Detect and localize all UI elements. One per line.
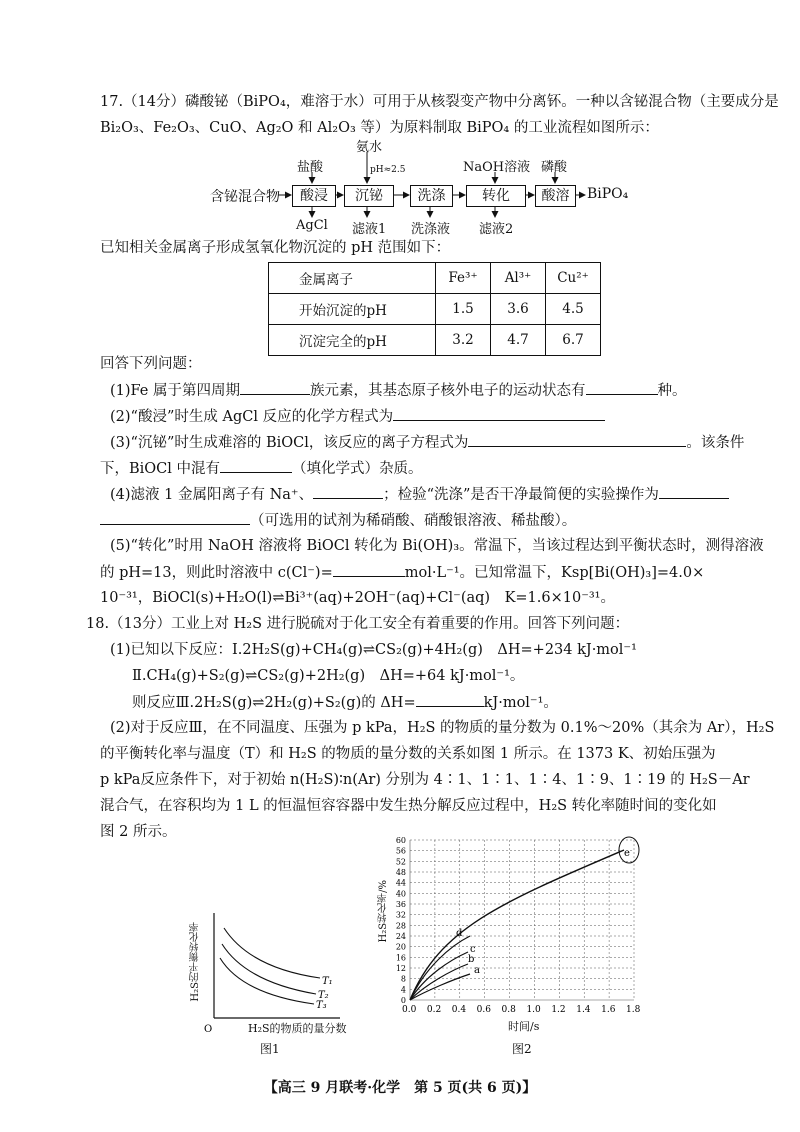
answer-blank[interactable] [416, 692, 484, 707]
fig2-ytick-label: 4 [400, 985, 406, 995]
q17-p4-text2: ；检验“洗涤”是否干净最简便的实验操作为 [383, 487, 659, 503]
fig2-ytick-label: 44 [395, 878, 406, 888]
fig1-label-t3: T₃ [316, 1000, 327, 1011]
answer-blank[interactable] [240, 380, 310, 395]
table-cell: 4.5 [546, 294, 601, 325]
q17-p3-text: (3)“沉铋”时生成难溶的 BiOCl，该反应的离子方程式为 [110, 435, 469, 451]
fig2-label-e: e [624, 848, 630, 859]
fig2-ytick-label: 36 [395, 900, 406, 909]
q18-line1: 18.（13分）工业上对 H₂S 进行脱硫对于化工安全有着重要的作用。回答下列问题： [86, 616, 630, 632]
fig2-xtick-label: 1.2 [551, 1005, 566, 1015]
flow-box-wash: 洗涤 [410, 185, 453, 207]
flow-input-hcl: 盐酸 [297, 160, 324, 175]
fig2-ytick-label: 52 [395, 857, 406, 867]
page-footer: 【高三 9 月联考·化学 第 5 页(共 6 页)】 [263, 1080, 537, 1096]
answer-blank[interactable] [586, 380, 658, 395]
fig2-ytick-label: 56 [395, 846, 406, 856]
flow-output-filtrate1: 滤液1 [352, 222, 387, 237]
fig2-xtick-label: 1.6 [601, 1005, 616, 1015]
q17-p4-text3: （可选用的试剂为稀硝酸、硝酸银溶液、稀盐酸）。 [250, 513, 577, 529]
answer-blank[interactable] [313, 484, 383, 499]
q17-p1-text: (1)Fe 属于第四周期 [110, 383, 240, 399]
answer-prompt: 回答下列问题： [100, 356, 202, 372]
fig1-label-t2: T₂ [318, 990, 329, 1001]
q18-p2d: 混合气，在容积均为 1 L 的恒温恒容容器中发生热分解反应过程中，H₂S 转化率随时间的变化如 [100, 798, 717, 814]
q17-p1-text2: 族元素，其基态原子核外电子的运动状态有 [310, 383, 586, 399]
fig1-curve-t2 [222, 944, 316, 994]
answer-blank[interactable] [333, 562, 405, 577]
q17-p3-text3: 下，BiOCl 中混有 [100, 461, 221, 477]
q18-r1: (1)已知以下反应：Ⅰ.2H₂S(g)+CH₄(g)⇌CS₂(g)+4H₂(g) ΔH=+234 kJ·mol⁻¹ [110, 642, 637, 658]
fig2-xlabel: 时间/s [508, 1020, 540, 1033]
fig2-xtick-label: 0.0 [402, 1005, 417, 1015]
fig1-xlabel: H₂S的物质的量分数 [248, 1022, 347, 1035]
flow-input-naoh: NaOH溶液 [463, 160, 531, 175]
fig2-caption: 图2 [512, 1042, 532, 1056]
table-cell: 开始沉淀的pH [269, 294, 436, 325]
flow-input-phosphoric: 磷酸 [541, 160, 568, 175]
q17-p5-text2: mol·L⁻¹。已知常温下，Ksp[Bi(OH)₃]=4.0× [404, 565, 705, 581]
fig1-origin: O [204, 1024, 213, 1035]
flow-output-wash-liquid: 洗涤液 [411, 222, 451, 237]
table-cell: 6.7 [546, 325, 601, 356]
flow-output-agcl: AgCl [296, 218, 328, 233]
answer-blank[interactable] [393, 406, 605, 421]
flow-box-acid-dissolve: 酸溶 [535, 185, 576, 207]
q17-part3-cont [100, 458, 423, 479]
answer-blank[interactable] [468, 432, 686, 447]
q17-part4 [110, 484, 729, 505]
fig2-curve-e [410, 850, 624, 1000]
fig2-ytick-label: 20 [395, 942, 406, 952]
fig2-ytick-label: 60 [395, 836, 406, 845]
flow-end: BiPO₄ [587, 186, 629, 202]
fig2-xtick-label: 0.6 [476, 1005, 491, 1015]
q17-part5: (5)“转化”时用 NaOH 溶液将 BiOCl 转化为 Bi(OH)₃。常温下，当该过程达到平衡状态时，测得溶液 [110, 538, 764, 554]
fig2-ytick-label: 12 [395, 964, 406, 973]
q17-part2 [110, 406, 605, 427]
fig2-ytick-label: 24 [395, 932, 406, 941]
fig2-xtick-label: 0.2 [426, 1005, 442, 1015]
flow-box-bi-precipitate: 沉铋 [344, 185, 394, 207]
table-header-cell: Al³⁺ [491, 263, 546, 294]
q18-p2e: 图 2 所示。 [100, 824, 177, 840]
fig2-ytick-label: 40 [395, 889, 406, 899]
flow-start: 含铋混合物 [210, 189, 280, 205]
table-cell: 4.7 [491, 325, 546, 356]
q18-r2: Ⅱ.CH₄(g)+S₂(g)⇌CS₂(g)+2H₂(g) ΔH=+64 kJ·mol⁻¹。 [132, 668, 525, 684]
fig1-label-t1: T₁ [322, 976, 333, 987]
q18-r3-text: 则反应Ⅲ.2H₂S(g)⇌2H₂(g)+S₂(g)的 ΔH= [132, 695, 416, 711]
fig2-label-c: c [470, 944, 476, 955]
table-row [269, 325, 601, 356]
fig2-ytick-label: 0 [400, 996, 406, 1005]
q18-r3-text2: kJ·mol⁻¹。 [483, 695, 558, 711]
q17-line2: Bi₂O₃、Fe₂O₃、CuO、Ag₂O 和 Al₂O₃ 等）为原料制取 BiPO₄ 的工业流程如图所示： [100, 120, 659, 136]
q17-part4-cont [100, 510, 576, 531]
q17-part5-cont [100, 562, 704, 583]
answer-blank[interactable] [659, 484, 729, 499]
fig2-ylabel: H₂S转化率/% [378, 880, 389, 943]
table-header-row [269, 263, 601, 294]
table-cell: 1.5 [436, 294, 491, 325]
table-cell: 3.2 [436, 325, 491, 356]
table-cell: 3.6 [491, 294, 546, 325]
fig2-ytick-label: 16 [395, 953, 406, 963]
q17-p4-text: (4)滤液 1 金属阳离子有 Na⁺、 [110, 487, 314, 503]
flow-ph-note: pH≈2.5 [370, 165, 406, 175]
table-header-cell: Cu²⁺ [546, 263, 601, 294]
fig2-label-a: a [474, 965, 480, 976]
q17-p5-text: 的 pH=13，则此时溶液中 c(Cl⁻)= [100, 565, 333, 581]
q18-p2c: p kPa反应条件下，对于初始 n(H₂S)∶n(Ar) 分别为 4∶1、1∶1、1∶4、1∶9、1∶19 的 H₂S－Ar [100, 772, 750, 788]
precipitation-ph-table [268, 262, 601, 356]
fig2-label-b: b [468, 954, 475, 965]
q18-p2b: 的平衡转化率与温度（T）和 H₂S 的物质的量分数的关系如图 1 所示。在 1373 K、初始压强为 [100, 746, 716, 762]
fig2-ytick-label: 32 [395, 910, 406, 920]
fig2-xtick-label: 1.8 [626, 1005, 641, 1015]
flow-box-convert: 转化 [466, 185, 526, 207]
q17-part1 [110, 380, 687, 401]
fig1-curve-t1 [224, 928, 320, 978]
fig1-ylabel: H₂S的平衡转化率 [190, 922, 201, 1002]
q17-p1-text3: 种。 [657, 383, 687, 399]
figure-1 [180, 908, 360, 1038]
fig2-xtick-label: 1.0 [526, 1005, 541, 1015]
fig1-curve-t3 [220, 958, 314, 1004]
q17-part3 [110, 432, 744, 453]
fig1-caption: 图1 [260, 1042, 280, 1056]
fig2-xtick-label: 0.4 [451, 1005, 467, 1015]
flow-box-acid-leach: 酸浸 [292, 185, 336, 207]
table-cell: 沉淀完全的pH [269, 325, 436, 356]
fig2-ytick-label: 8 [400, 974, 406, 984]
flow-input-ammonia: 氨水 [356, 140, 383, 155]
fig2-xtick-label: 0.8 [501, 1005, 516, 1015]
q17-p3-text4: （填化学式）杂质。 [292, 461, 423, 477]
q17-p2-text: (2)“酸浸”时生成 AgCl 反应的化学方程式为 [110, 409, 394, 425]
q18-p2a: (2)对于反应Ⅲ，在不同温度、压强为 p kPa，H₂S 的物质的量分数为 0.1%～20%（其余为 Ar），H₂S [110, 720, 775, 736]
flow-arrows [0, 0, 800, 240]
answer-blank[interactable] [220, 458, 292, 473]
flow-output-filtrate2: 滤液2 [479, 222, 514, 237]
q17-line1: 17.（14分）磷酸铋（BiPO₄，难溶于水）可用于从核裂变产物中分离钚。一种以含铋混合物（主要成分是 [100, 94, 779, 110]
answer-blank[interactable] [100, 510, 250, 525]
fig2-xtick-label: 1.4 [576, 1005, 591, 1015]
fig2-ytick-label: 48 [395, 868, 406, 877]
figure-2 [380, 828, 660, 1028]
fig2-ytick-label: 28 [395, 921, 406, 931]
table-header-cell: 金属离子 [269, 263, 436, 294]
q17-p3-text2: 。该条件 [686, 435, 745, 451]
table-header-cell: Fe³⁺ [436, 263, 491, 294]
table-intro: 已知相关金属离子形成氢氧化物沉淀的 pH 范围如下： [100, 240, 451, 256]
q18-r3 [132, 692, 558, 713]
table-row [269, 294, 601, 325]
q17-part5-cont2: 10⁻³¹，BiOCl(s)+H₂O(l)⇌Bi³⁺(aq)+2OH⁻(aq)+Cl⁻(aq) K=1.6×10⁻³¹。 [100, 590, 615, 606]
fig2-label-d: d [456, 928, 463, 939]
